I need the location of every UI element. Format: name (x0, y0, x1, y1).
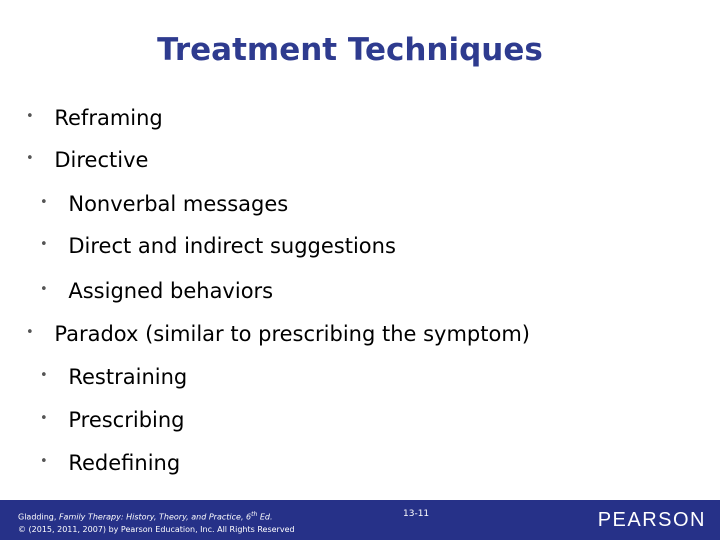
bullet-item-restraining: • Restraining (40, 363, 187, 392)
bullet-item-nonverbal-messages: • Nonverbal messages (40, 190, 288, 219)
bullet-item-redefining: • Redefining (40, 449, 180, 478)
bullet-item-assigned-behaviors: • Assigned behaviors (40, 277, 273, 306)
slide-title: Treatment Techniques (157, 32, 543, 68)
bullet-dot-icon: • (40, 282, 48, 297)
bullet-item-reframing: • Reframing (26, 104, 163, 133)
bullet-dot-icon: • (26, 325, 34, 340)
page-number: 13-11 (403, 509, 430, 519)
pearson-logo: PEARSON (597, 509, 706, 531)
bullet-item-direct-indirect-suggestions: • Direct and indirect suggestions (40, 232, 396, 261)
bullet-dot-icon: • (40, 368, 48, 383)
bullet-dot-icon: • (40, 454, 48, 469)
citation-line-1: Gladding, Family Therapy: History, Theory, and Practice, 6th Ed. (18, 511, 273, 522)
bullet-dot-icon: • (40, 195, 48, 210)
citation-line-2: © (2015, 2011, 2007) by Pearson Education, Inc. All Rights Reserved (18, 524, 295, 534)
footer-bar (0, 500, 720, 540)
bullet-dot-icon: • (26, 151, 34, 166)
bullet-item-paradox: • Paradox (similar to prescribing the symptom) (26, 320, 530, 349)
bullet-item-directive: • Directive (26, 146, 148, 175)
bullet-dot-icon: • (40, 411, 48, 426)
bullet-dot-icon: • (26, 109, 34, 124)
bullet-item-prescribing: • Prescribing (40, 406, 185, 435)
bullet-dot-icon: • (40, 237, 48, 252)
footer-citation (18, 509, 295, 536)
